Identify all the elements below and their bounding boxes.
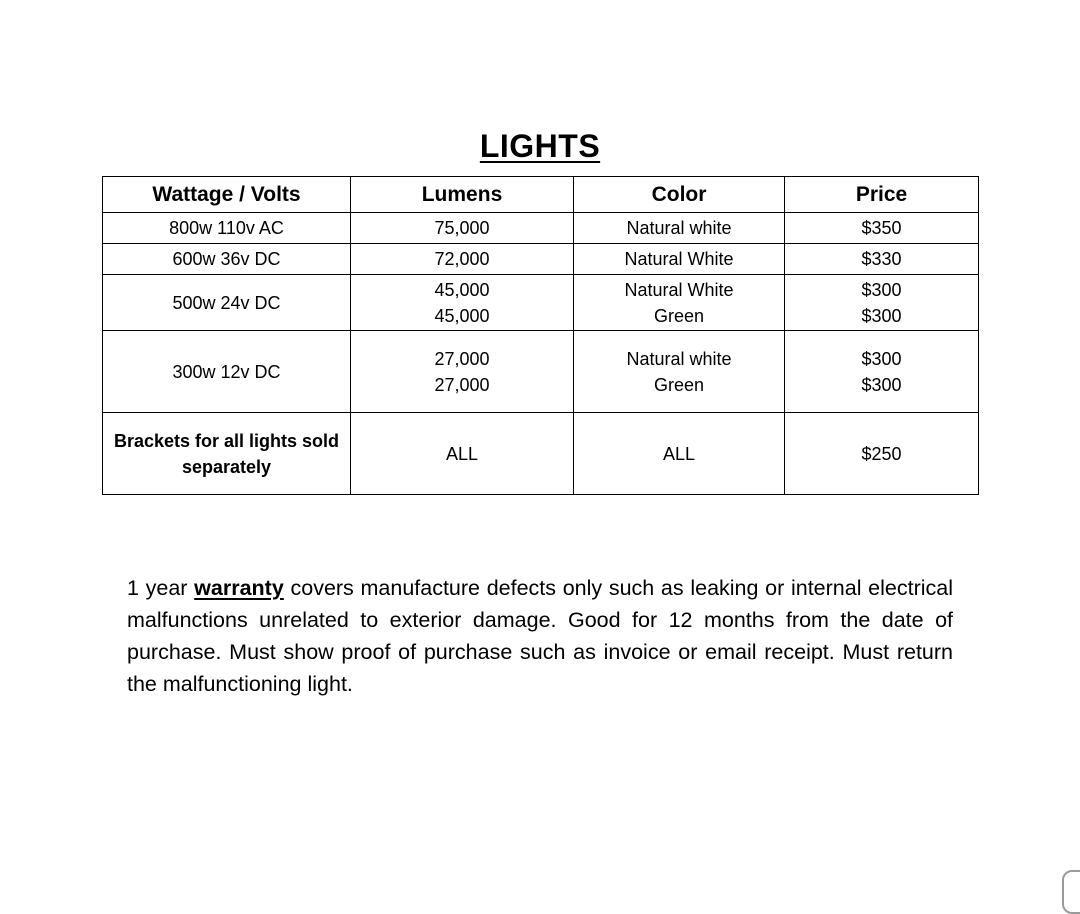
cell-price: $350 <box>785 213 979 244</box>
price-value: $300 <box>861 374 902 395</box>
price-value: $300 <box>861 305 902 326</box>
table-row <box>103 213 979 244</box>
cell-wattage: 800w 110v AC <box>103 213 351 244</box>
table-row <box>103 244 979 275</box>
cell-lumens <box>351 331 574 413</box>
cell-price: $330 <box>785 244 979 275</box>
lumens-value: 27,000 <box>434 374 490 395</box>
color-value: Green <box>653 305 705 326</box>
lights-price-table <box>102 176 979 495</box>
header-color: Color <box>574 177 785 213</box>
cell-price <box>785 275 979 331</box>
cell-brackets: Brackets for all lights sold separately <box>103 413 351 495</box>
warranty-prefix: 1 year <box>127 575 195 600</box>
color-value: Natural white <box>626 348 732 369</box>
table-row <box>103 413 979 495</box>
header-price: Price <box>785 177 979 213</box>
table-header-row <box>103 177 979 213</box>
lumens-value: 45,000 <box>434 279 490 300</box>
price-value: $300 <box>861 348 902 369</box>
cell-price <box>785 331 979 413</box>
lumens-value: 27,000 <box>434 348 490 369</box>
lumens-value: 45,000 <box>434 305 490 326</box>
warranty-text: covers manufacture defects only such as leaking or internal electrical malfunctions unrelated to exterior damage. Good for 12 months from the date of purchase. Must show proof of purchase such as invoice or email receipt. Must return the malfunctioning light. <box>127 575 953 696</box>
header-wattage: Wattage / Volts <box>103 177 351 213</box>
cell-wattage: 500w 24v DC <box>103 275 351 331</box>
cell-wattage: 300w 12v DC <box>103 331 351 413</box>
cell-lumens <box>351 275 574 331</box>
cell-price: $250 <box>785 413 979 495</box>
cell-color: ALL <box>574 413 785 495</box>
page-title: LIGHTS <box>479 128 601 164</box>
warranty-keyword: warranty <box>194 575 284 600</box>
cell-color: Natural white <box>574 213 785 244</box>
price-value: $300 <box>861 279 902 300</box>
table-row <box>103 331 979 413</box>
corner-scroll-handle[interactable] <box>1062 870 1080 914</box>
color-value: Natural White <box>624 279 734 300</box>
cell-lumens: 72,000 <box>351 244 574 275</box>
cell-color <box>574 275 785 331</box>
cell-color <box>574 331 785 413</box>
cell-lumens: 75,000 <box>351 213 574 244</box>
warranty-paragraph <box>127 572 953 700</box>
cell-lumens: ALL <box>351 413 574 495</box>
table-row <box>103 275 979 331</box>
cell-wattage: 600w 36v DC <box>103 244 351 275</box>
color-value: Green <box>653 374 705 395</box>
header-lumens: Lumens <box>351 177 574 213</box>
cell-color: Natural White <box>574 244 785 275</box>
